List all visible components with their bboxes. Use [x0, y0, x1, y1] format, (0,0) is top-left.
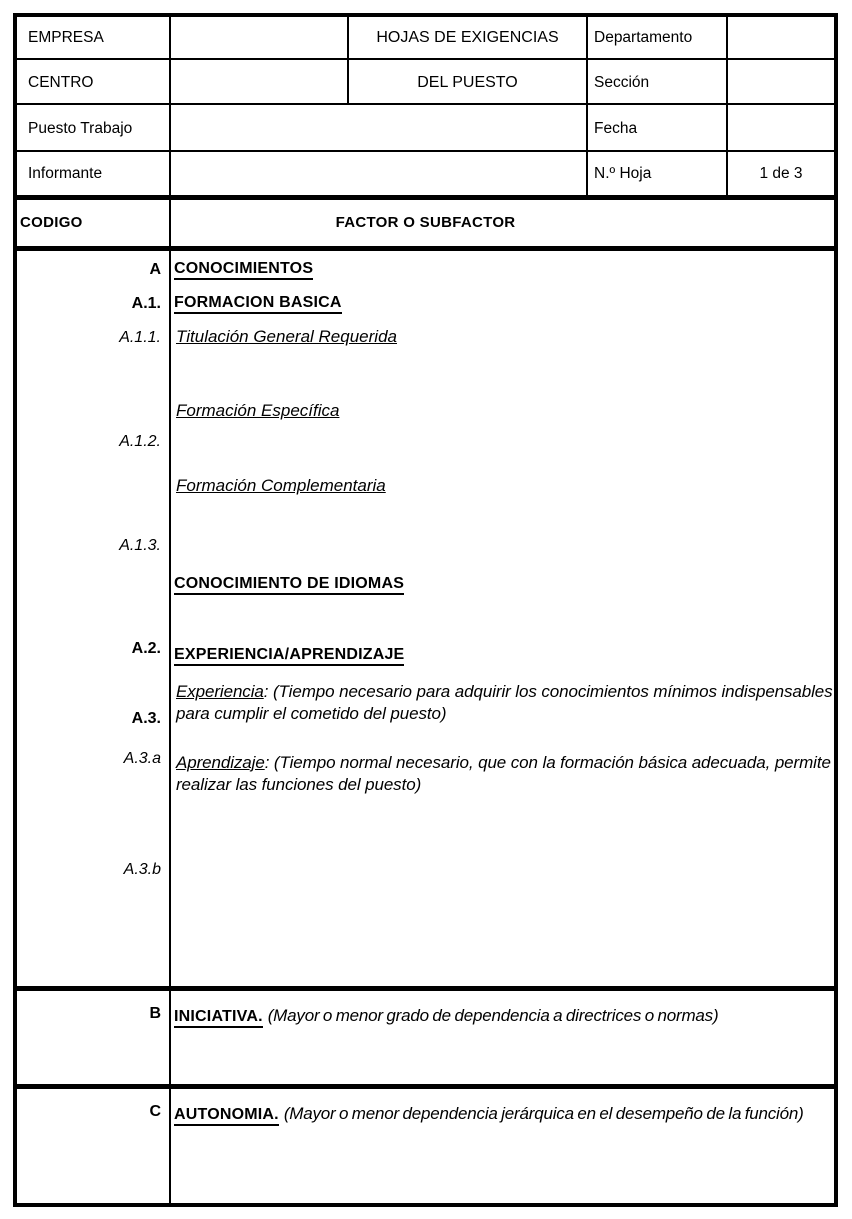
iniciativa-title: INICIATIVA.	[174, 1007, 263, 1028]
puesto-trabajo-label: Puesto Trabajo	[28, 120, 133, 137]
codigo-column-header: CODIGO	[20, 214, 83, 231]
outer-border-bottom	[13, 1203, 838, 1207]
outer-border-left	[13, 13, 17, 1207]
section-b-c-separator	[13, 1084, 838, 1089]
code-a3a: A.3.a	[123, 750, 161, 767]
departamento-label: Departamento	[594, 29, 693, 46]
informante-label: Informante	[28, 165, 103, 182]
num-hoja-label: N.º Hoja	[594, 165, 652, 182]
code-a2: A.2.	[131, 640, 161, 657]
heading-conocimientos: CONOCIMIENTOS	[174, 259, 313, 280]
departamento-value-cell	[729, 19, 833, 57]
experiencia-description: : (Tiempo necesario para adquirir los conocimientos mínimos indispensables para cumplir el cometido del puesto)	[176, 682, 833, 723]
fecha-label: Fecha	[594, 120, 638, 137]
sub-formacion-complementaria: Formación Complementaria	[176, 476, 386, 495]
meta-label-column-border	[586, 17, 588, 195]
code-c: C	[149, 1103, 161, 1120]
header-main-separator	[13, 195, 838, 200]
empresa-label: EMPRESA	[28, 29, 104, 46]
code-a: A	[149, 261, 161, 278]
factor-column-header: FACTOR O SUBFACTOR	[335, 214, 516, 231]
informante-value-cell	[172, 153, 584, 193]
code-a1: A.1.	[131, 295, 161, 312]
experiencia-paragraph	[176, 681, 838, 725]
heading-experiencia-aprendizaje: EXPERIENCIA/APRENDIZAJE	[174, 645, 404, 666]
num-hoja-value: 1 de 3	[759, 165, 803, 182]
aprendizaje-description: : (Tiempo normal necesario, que con la formación básica adecuada, permite realizar las funciones del puesto)	[176, 753, 831, 794]
header-row-divider-1	[17, 58, 834, 60]
label-column-border	[169, 17, 171, 1203]
code-a3: A.3.	[131, 710, 161, 727]
form-title-line2: DEL PUESTO	[417, 74, 518, 91]
empresa-value-cell	[172, 19, 345, 57]
code-a12: A.1.2.	[119, 433, 161, 450]
codigo-header-separator	[13, 246, 838, 251]
seccion-label: Sección	[594, 74, 650, 91]
code-a11: A.1.1.	[119, 329, 161, 346]
puesto-trabajo-value-cell	[172, 106, 584, 148]
experiencia-term: Experiencia	[176, 682, 264, 701]
autonomia-row	[174, 1102, 836, 1126]
code-a3b: A.3.b	[123, 861, 161, 878]
sub-titulacion-general: Titulación General Requerida	[176, 327, 397, 346]
aprendizaje-term: Aprendizaje	[176, 753, 265, 772]
code-b: B	[149, 1005, 161, 1022]
heading-conocimiento-idiomas: CONOCIMIENTO DE IDIOMAS	[174, 574, 404, 595]
form-title-line1: HOJAS DE EXIGENCIAS	[376, 29, 559, 46]
iniciativa-note: (Mayor o menor grado de dependencia a directrices o normas)	[267, 1006, 719, 1025]
code-a13: A.1.3.	[119, 537, 161, 554]
outer-border-top	[13, 13, 838, 17]
autonomia-note: (Mayor o menor dependencia jerárquica en el desempeño de la función)	[283, 1104, 804, 1123]
fecha-value-cell	[729, 106, 833, 148]
section-a-b-separator	[13, 986, 838, 991]
header-row-divider-2	[17, 103, 834, 105]
sub-formacion-especifica: Formación Específica	[176, 401, 340, 420]
aprendizaje-paragraph	[176, 752, 838, 796]
seccion-value-cell	[729, 61, 833, 102]
centro-value-cell	[172, 61, 345, 102]
heading-formacion-basica: FORMACION BASICA	[174, 293, 342, 314]
header-row-divider-3	[17, 150, 834, 152]
centro-label: CENTRO	[28, 74, 94, 91]
iniciativa-row	[174, 1004, 836, 1028]
autonomia-title: AUTONOMIA.	[174, 1105, 279, 1126]
